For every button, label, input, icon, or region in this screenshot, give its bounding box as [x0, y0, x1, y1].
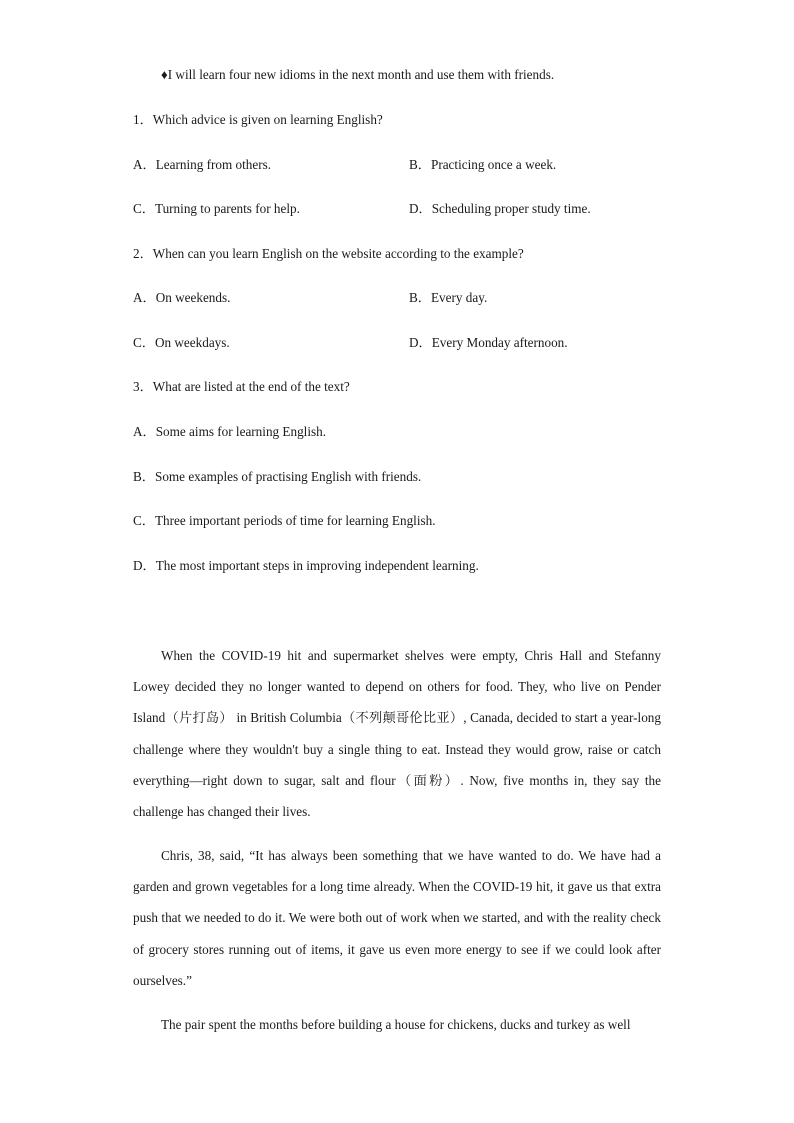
question-1-stem: 1．Which advice is given on learning English?: [133, 112, 383, 127]
question-3-option-d: D．The most important steps in improving independent learning.: [133, 558, 479, 573]
question-2-option-b: B．Every day.: [409, 290, 488, 305]
question-3-stem: 3．What are listed at the end of the text?: [133, 379, 350, 394]
question-2-stem: 2．When can you learn English on the website according to the example?: [133, 246, 524, 261]
question-1-option-c: C．Turning to parents for help.: [133, 201, 300, 216]
question-2-option-d: D．Every Monday afternoon.: [409, 335, 568, 350]
passage-paragraph-2: Chris, 38, said, “It has always been something that we have wanted to do. We have had a garden and grown vegetables for a long time already. When the COVID-19 hit, it gave us that extra push that we needed to do it. We were both out of work when we started, and with the reality check of grocery stores running out of items, it gave us even more energy to see if we could look after ourselves.”: [133, 848, 661, 988]
question-2-option-c: C．On weekdays.: [133, 335, 230, 350]
question-2-option-a: A．On weekends.: [133, 290, 231, 305]
question-3-option-b: B．Some examples of practising English with friends.: [133, 469, 422, 484]
question-3-option-a: A．Some aims for learning English.: [133, 424, 327, 439]
question-1-option-a: A．Learning from others.: [133, 157, 272, 172]
passage-paragraph-1: When the COVID-19 hit and supermarket shelves were empty, Chris Hall and Stefanny Lowey decided they no longer wanted to depend on others for food. They, who live on Pender Island（片打岛） in British Columbia（不列颠哥伦比亚）, Canada, decided to start a year-long challenge where they wouldn't buy a single thing to eat. Instead they would grow, raise or catch everything—right down to sugar, salt and flour（面粉）. Now, five months in, they say the challenge has changed their lives.: [133, 648, 661, 820]
question-1-option-d: D．Scheduling proper study time.: [409, 201, 591, 216]
passage-paragraph-3: The pair spent the months before building a house for chickens, ducks and turkey as well: [161, 1017, 631, 1032]
question-3-option-c: C．Three important periods of time for learning English.: [133, 513, 436, 528]
goal-line: ♦I will learn four new idioms in the next month and use them with friends.: [161, 67, 555, 82]
question-1-option-b: B．Practicing once a week.: [409, 157, 557, 172]
